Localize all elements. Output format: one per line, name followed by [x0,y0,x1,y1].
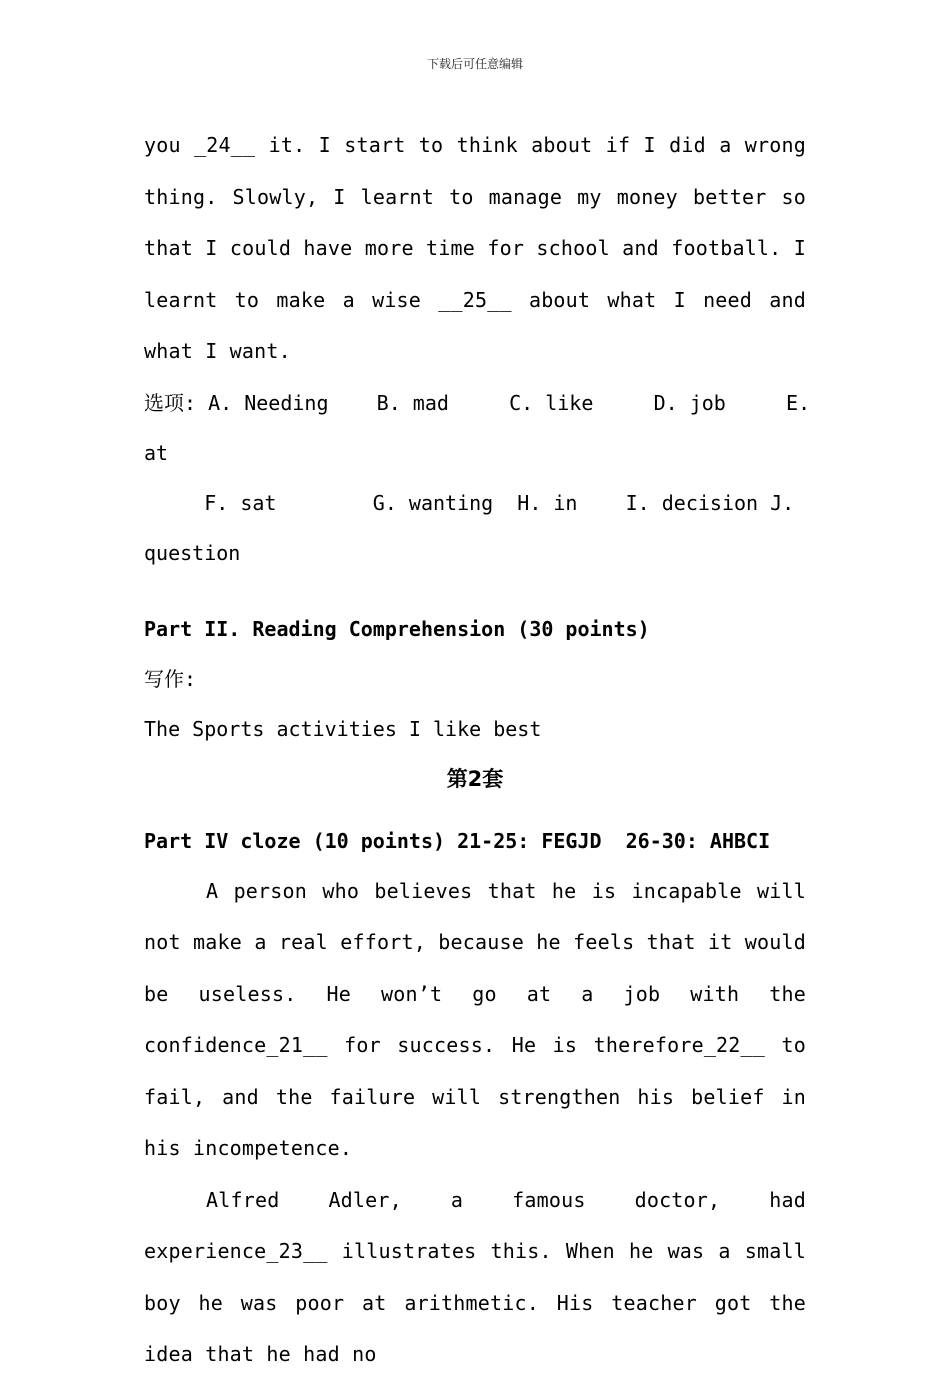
options-line: F. sat G. wanting H. in I. decision J. [144,490,795,515]
spacer [144,578,806,604]
spacer [144,804,806,816]
set-title: 第2套 [446,766,504,791]
cloze-paragraph: Alfred Adler, a famous doctor, had experience_23__ illustrates this. When he was a small boy he was poor at arithmetic. His teacher got the idea that he had no [144,1187,806,1366]
part2-heading: Part II. Reading Comprehension (30 points) [144,616,650,641]
page-header: 下载后可任意编辑 [426,57,523,71]
cloze-paragraph: A person who believes that he is incapable will not make a real effort, because he feels that it would be useless. He won’t go at a job with the confidence_21__ for success. He is therefore_22__ to fail, and the failure will strengthen his belief in his incompetence. [144,878,806,1160]
writing-label: 写作: [144,666,197,691]
document-content [144,120,811,1381]
passage-paragraph: you _24__ it. I start to think about if I did a wrong thing. Slowly, I learnt to manage my money better so that I could have more time for school and football. I learnt to make a wise __25__ about what I need and what I want. [144,133,806,363]
options-line: at [144,440,169,465]
writing-topic: The Sports activities I like best [144,716,542,741]
options-line: question [144,540,241,565]
part4-heading: Part IV cloze (10 points) 21-25: FEGJD 26-30: AHBCI [144,828,771,853]
options-line: 选项: A. Needing B. mad C. like D. job E. [144,390,811,415]
